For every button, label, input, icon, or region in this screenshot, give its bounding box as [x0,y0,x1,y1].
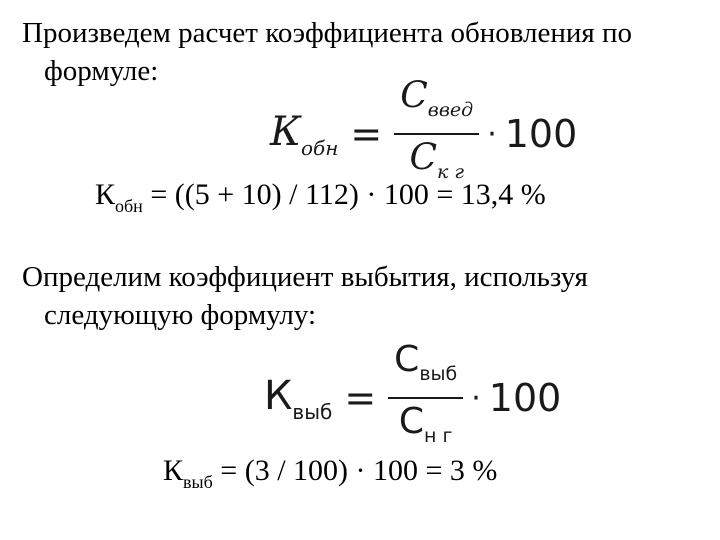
denominator [393,402,459,456]
numerator [388,340,463,394]
calc-expression: = ((5 + 10) / 112) · 100 = 13,4 % [142,178,546,211]
numerator-subscript: выб [419,363,458,385]
retirement-coefficient-formula [264,340,561,456]
lhs-symbol: К [270,108,301,155]
formula-lhs [270,109,338,160]
formula-lhs [264,373,332,424]
multiply-dot: · [487,116,497,152]
intro-line-2: формуле: [44,55,159,87]
lhs-symbol: К [264,372,293,419]
numerator-symbol: С [394,339,420,380]
calc-subscript: обн [115,196,143,216]
fraction-bar [388,397,463,399]
calc-symbol: К [163,454,184,487]
fraction-bar [394,133,479,135]
factor-100: 100 [488,376,562,420]
intro-line-1: Произведем расчет коэффициента обновления по [22,17,633,49]
retirement-calculation [163,452,497,501]
denominator-subscript: к г [436,161,464,183]
retirement-line-2: следующую формулу: [44,299,317,331]
lhs-subscript: обн [300,135,339,160]
denominator-symbol: С [398,401,425,442]
calc-subscript: выб [183,472,213,492]
numerator [394,76,479,130]
fraction [394,76,479,192]
equals-sign: = [350,112,383,156]
calc-symbol: К [95,178,116,211]
numerator-symbol: С [400,75,428,116]
numerator-subscript: введ [427,99,474,121]
lhs-subscript: выб [292,399,333,424]
denominator-symbol: С [409,137,437,178]
intro-paragraph-retirement [22,258,702,334]
fraction [388,340,463,456]
factor-100: 100 [504,112,578,156]
renewal-calculation [95,176,546,225]
denominator-subscript: н г [424,425,453,447]
renewal-coefficient-formula [270,76,577,192]
retirement-line-1: Определим коэффициент выбытия, используя [22,261,588,293]
calc-expression: = (3 / 100) · 100 = 3 % [212,454,498,487]
equals-sign: = [344,376,377,420]
multiply-dot: · [471,380,481,416]
